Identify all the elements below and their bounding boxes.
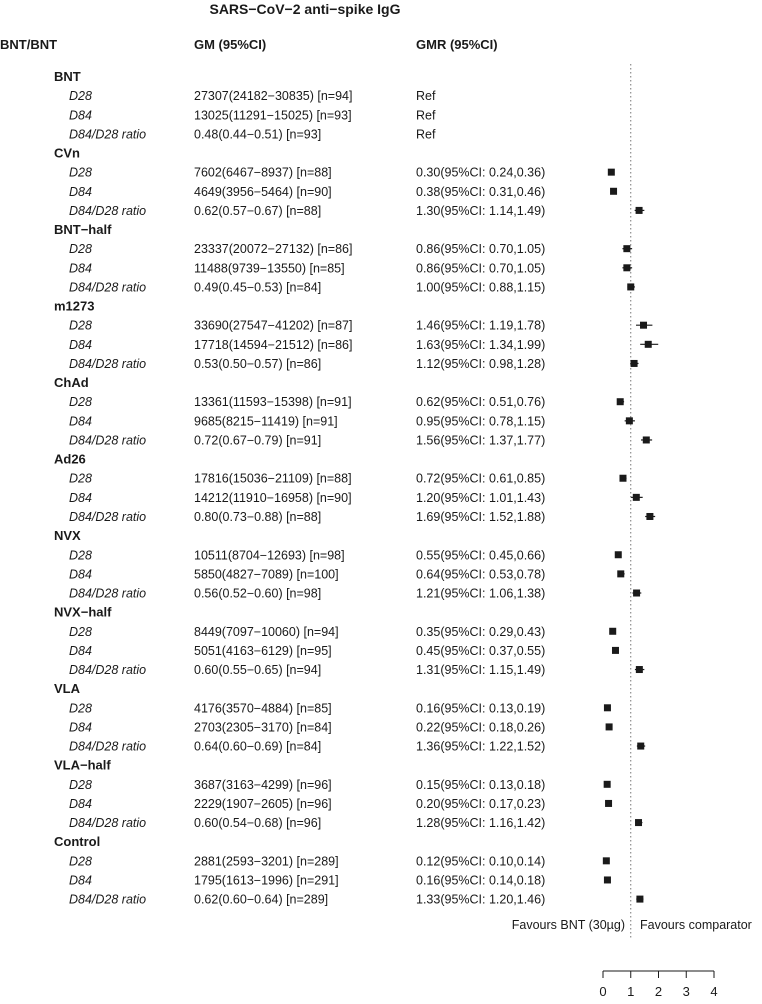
gmr-value: 0.16(95%CI: 0.13,0.19): [416, 701, 546, 716]
gm-value: 9685(8215−11419) [n=91]: [194, 414, 338, 429]
row-label: D84: [69, 873, 92, 888]
gm-value: 0.60(0.55−0.65) [n=94]: [194, 663, 322, 678]
gm-value: 4176(3570−4884) [n=85]: [194, 701, 332, 716]
point-estimate-marker: [619, 475, 626, 482]
gm-value: 0.80(0.73−0.88) [n=88]: [194, 509, 322, 524]
gmr-value: 0.16(95%CI: 0.14,0.18): [416, 873, 546, 888]
group-label: BNT−half: [54, 222, 112, 238]
point-estimate-marker: [633, 590, 640, 597]
favours-left-label: Favours BNT (30µg): [511, 918, 625, 932]
row-label: D84/D28 ratio: [69, 586, 147, 601]
gmr-value: 1.69(95%CI: 1.52,1.88): [416, 509, 546, 524]
point-estimate-marker: [604, 876, 611, 883]
gmr-value: 1.30(95%CI: 1.14,1.49): [416, 203, 546, 218]
gm-value: 0.53(0.50−0.57) [n=86]: [194, 356, 322, 371]
gmr-value: 1.12(95%CI: 0.98,1.28): [416, 356, 546, 371]
row-label: D84: [69, 567, 92, 582]
gm-value: 17816(15036−21109) [n=88]: [194, 471, 352, 486]
point-estimate-marker: [617, 398, 624, 405]
x-tick-label: 4: [710, 984, 718, 999]
row-label: D84/D28 ratio: [69, 509, 147, 524]
gmr-value: 0.86(95%CI: 0.70,1.05): [416, 261, 546, 276]
gm-value: 23337(20072−27132) [n=86]: [194, 242, 353, 257]
gmr-value: 1.46(95%CI: 1.19,1.78): [416, 318, 546, 333]
gmr-value: 0.38(95%CI: 0.31,0.46): [416, 184, 546, 199]
gmr-value: 1.00(95%CI: 0.88,1.15): [416, 280, 546, 295]
gm-value: 13025(11291−15025) [n=93]: [194, 108, 352, 123]
gmr-value: 1.21(95%CI: 1.06,1.38): [416, 586, 546, 601]
gmr-value: 0.35(95%CI: 0.29,0.43): [416, 624, 546, 639]
gm-value: 27307(24182−30835) [n=94]: [194, 89, 353, 104]
group-label: Control: [54, 834, 101, 850]
gm-value: 0.56(0.52−0.60) [n=98]: [194, 586, 322, 601]
gmr-value: Ref: [416, 108, 436, 123]
point-estimate-marker: [609, 628, 616, 635]
gmr-value: 0.45(95%CI: 0.37,0.55): [416, 643, 546, 658]
point-estimate-marker: [604, 704, 611, 711]
gmr-value: 1.36(95%CI: 1.22,1.52): [416, 739, 546, 754]
x-tick-label: 0: [599, 984, 607, 999]
favours-right-label: Favours comparator: [640, 918, 752, 932]
row-label: D84/D28 ratio: [69, 816, 147, 831]
gm-value: 5051(4163−6129) [n=95]: [194, 643, 332, 658]
point-estimate-marker: [610, 188, 617, 195]
row-label: D28: [69, 777, 92, 792]
row-label: D28: [69, 318, 92, 333]
row-label: D84/D28 ratio: [69, 892, 147, 907]
point-estimate-marker: [643, 436, 650, 443]
group-label: Ad26: [54, 451, 86, 467]
group-label: VLA−half: [54, 757, 111, 773]
gm-value: 33690(27547−41202) [n=87]: [194, 318, 353, 333]
gm-value: 5850(4827−7089) [n=100]: [194, 567, 339, 582]
gm-value: 0.62(0.60−0.64) [n=289]: [194, 892, 329, 907]
gm-value: 3687(3163−4299) [n=96]: [194, 777, 332, 792]
gmr-value: 0.20(95%CI: 0.17,0.23): [416, 796, 546, 811]
gm-value: 10511(8704−12693) [n=98]: [194, 548, 345, 563]
group-label: NVX−half: [54, 604, 112, 620]
gmr-value: 1.63(95%CI: 1.34,1.99): [416, 337, 546, 352]
point-estimate-marker: [635, 819, 642, 826]
gmr-value: 0.12(95%CI: 0.10,0.14): [416, 854, 546, 869]
gmr-value: 0.22(95%CI: 0.18,0.26): [416, 720, 546, 735]
point-estimate-marker: [623, 264, 630, 271]
point-estimate-marker: [604, 781, 611, 788]
gmr-value: 1.33(95%CI: 1.20,1.46): [416, 892, 546, 907]
forest-rows: [54, 69, 545, 907]
gmr-value: 1.31(95%CI: 1.15,1.49): [416, 663, 546, 678]
x-axis: [599, 971, 717, 999]
gm-value: 0.62(0.57−0.67) [n=88]: [194, 203, 322, 218]
point-estimate-marker: [631, 360, 638, 367]
gmr-value: 0.86(95%CI: 0.70,1.05): [416, 242, 546, 257]
gmr-value: 0.72(95%CI: 0.61,0.85): [416, 471, 546, 486]
gmr-value: 0.30(95%CI: 0.24,0.36): [416, 165, 546, 180]
point-estimate-marker: [636, 666, 643, 673]
gm-value: 13361(11593−15398) [n=91]: [194, 395, 352, 410]
row-label: D84/D28 ratio: [69, 356, 147, 371]
row-label: D84/D28 ratio: [69, 663, 147, 678]
point-estimate-marker: [623, 245, 630, 252]
gm-value: 0.48(0.44−0.51) [n=93]: [194, 127, 322, 142]
row-label: D28: [69, 89, 92, 104]
group-label: NVX: [54, 528, 81, 544]
point-estimate-marker: [636, 207, 643, 214]
group-label: BNT: [54, 69, 81, 84]
point-estimate-marker: [627, 283, 634, 290]
gm-value: 0.64(0.60−0.69) [n=84]: [194, 739, 322, 754]
point-estimate-marker: [612, 647, 619, 654]
gm-value: 8449(7097−10060) [n=94]: [194, 624, 339, 639]
row-label: D84: [69, 337, 92, 352]
gm-value: 17718(14594−21512) [n=86]: [194, 337, 353, 352]
gm-value: 2229(1907−2605) [n=96]: [194, 796, 332, 811]
gmr-value: 0.62(95%CI: 0.51,0.76): [416, 395, 546, 410]
gm-value: 11488(9739−13550) [n=85]: [194, 261, 345, 276]
row-label: D28: [69, 242, 92, 257]
gmr-value: 0.95(95%CI: 0.78,1.15): [416, 414, 546, 429]
gmr-value: 1.28(95%CI: 1.16,1.42): [416, 816, 546, 831]
point-estimate-marker: [606, 723, 613, 730]
column-header-gmr: GMR (95%CI): [416, 37, 498, 52]
column-header-gm: GM (95%CI): [194, 37, 267, 52]
gm-value: 7602(6467−8937) [n=88]: [194, 165, 332, 180]
row-label: D28: [69, 395, 92, 410]
row-label: D84: [69, 414, 92, 429]
row-label: D84/D28 ratio: [69, 280, 147, 295]
gmr-value: 1.20(95%CI: 1.01,1.43): [416, 490, 546, 505]
row-label: D84: [69, 184, 92, 199]
row-label: D28: [69, 548, 92, 563]
row-label: D28: [69, 854, 92, 869]
group-label: ChAd: [54, 375, 89, 391]
x-tick-label: 2: [654, 984, 663, 999]
point-estimate-marker: [636, 896, 643, 903]
row-label: D84/D28 ratio: [69, 739, 147, 754]
x-tick-label: 1: [627, 984, 635, 999]
row-label: D84: [69, 490, 92, 505]
chart-title: SARS−CoV−2 anti−spike IgG: [209, 1, 401, 17]
gm-value: 4649(3956−5464) [n=90]: [194, 184, 332, 199]
point-estimate-marker: [626, 417, 633, 424]
row-label: D84: [69, 108, 92, 123]
group-label: m1273: [54, 298, 95, 314]
row-label: D84/D28 ratio: [69, 203, 147, 218]
point-estimate-marker: [605, 800, 612, 807]
gm-value: 1795(1613−1996) [n=291]: [194, 873, 339, 888]
row-label: D28: [69, 701, 92, 716]
x-tick-label: 3: [682, 984, 690, 999]
row-label: D84/D28 ratio: [69, 127, 147, 142]
gm-value: 14212(11910−16958) [n=90]: [194, 490, 352, 505]
point-estimate-marker: [608, 169, 615, 176]
row-label: D28: [69, 624, 92, 639]
gm-value: 2881(2593−3201) [n=289]: [194, 854, 339, 869]
point-estimate-marker: [646, 513, 653, 520]
gm-value: 2703(2305−3170) [n=84]: [194, 720, 332, 735]
column-header-group: BNT/BNT: [0, 37, 58, 52]
point-estimate-marker: [645, 341, 652, 348]
gm-value: 0.72(0.67−0.79) [n=91]: [194, 433, 322, 448]
gmr-value: Ref: [416, 127, 436, 142]
gm-value: 0.49(0.45−0.53) [n=84]: [194, 280, 322, 295]
gmr-value: 0.64(95%CI: 0.53,0.78): [416, 567, 546, 582]
forest-marks: [603, 64, 658, 938]
point-estimate-marker: [603, 857, 610, 864]
row-label: D84/D28 ratio: [69, 433, 147, 448]
row-label: D84: [69, 720, 92, 735]
gmr-value: 0.15(95%CI: 0.13,0.18): [416, 777, 546, 792]
gmr-value: 0.55(95%CI: 0.45,0.66): [416, 548, 546, 563]
gmr-value: Ref: [416, 89, 436, 104]
row-label: D28: [69, 471, 92, 486]
row-label: D84: [69, 261, 92, 276]
point-estimate-marker: [617, 570, 624, 577]
gm-value: 0.60(0.54−0.68) [n=96]: [194, 816, 322, 831]
point-estimate-marker: [615, 551, 622, 558]
point-estimate-marker: [633, 494, 640, 501]
point-estimate-marker: [637, 743, 644, 750]
point-estimate-marker: [640, 322, 647, 329]
group-label: VLA: [54, 681, 80, 697]
row-label: D84: [69, 643, 92, 658]
group-label: CVn: [54, 145, 80, 161]
gmr-value: 1.56(95%CI: 1.37,1.77): [416, 433, 546, 448]
row-label: D28: [69, 165, 92, 180]
row-label: D84: [69, 796, 92, 811]
